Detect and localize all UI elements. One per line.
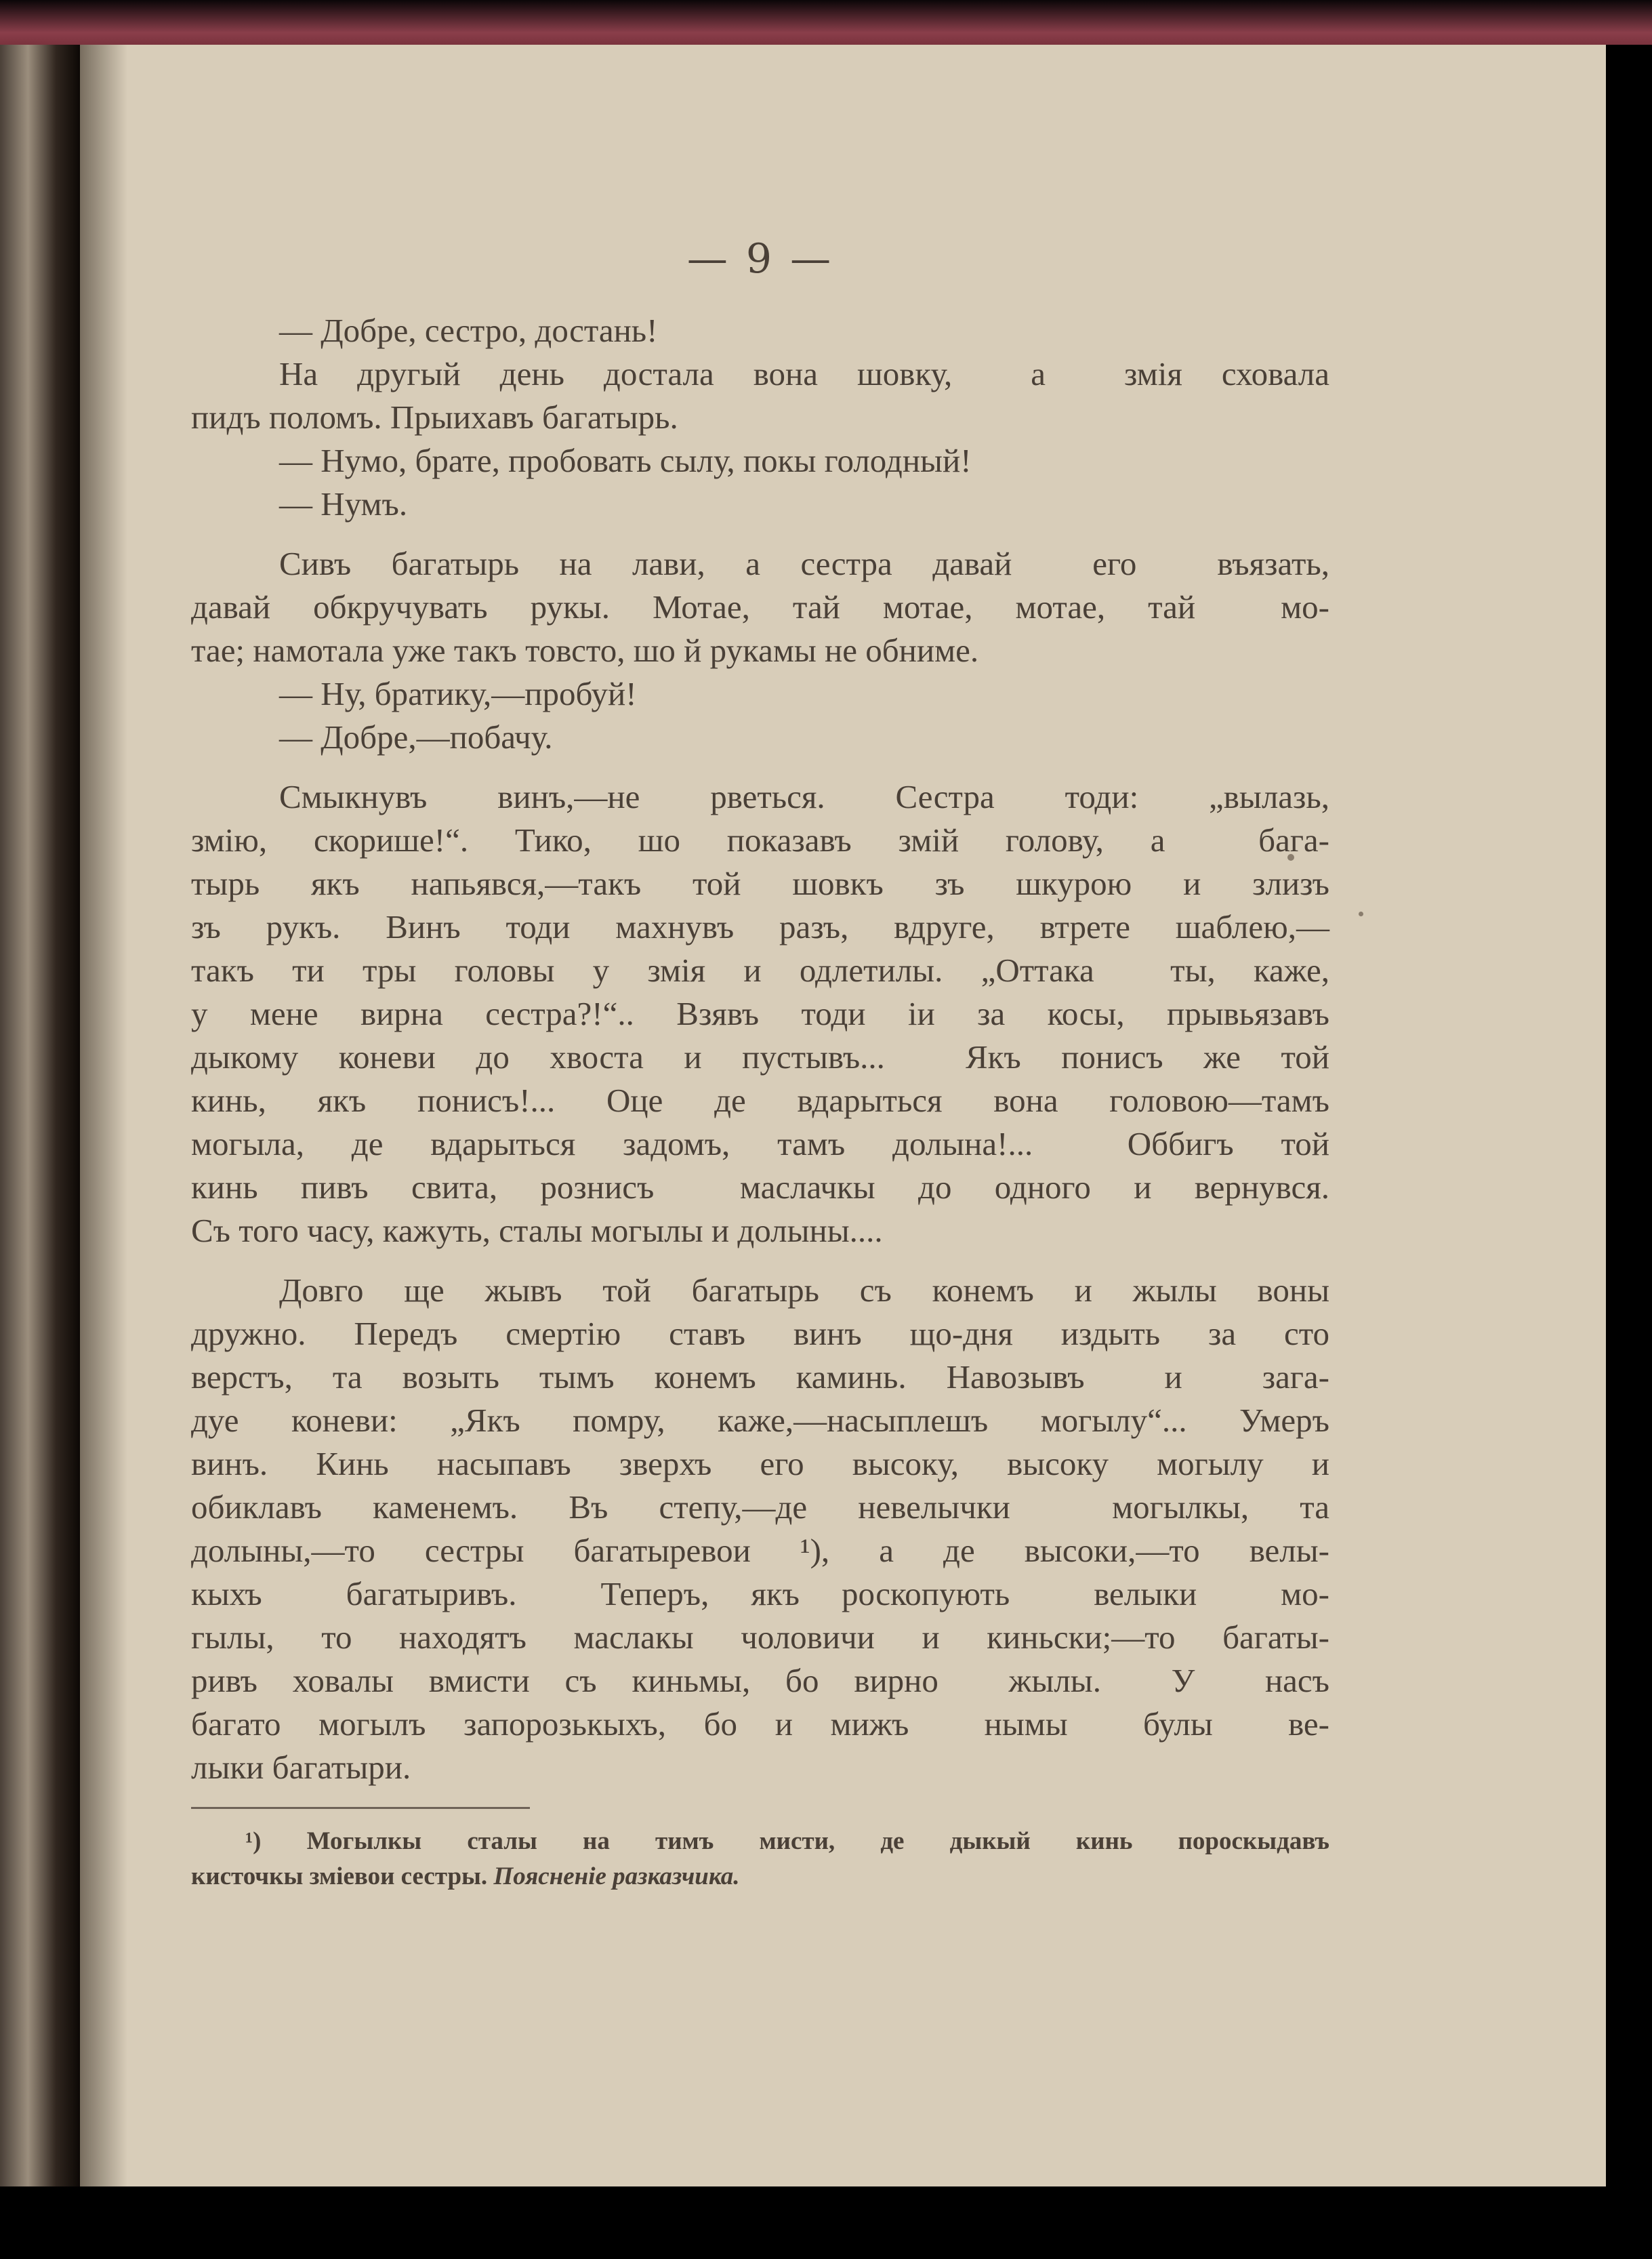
gutter-shadow	[80, 45, 127, 2186]
footnote-line: кисточкы зміевои сестры.	[191, 1863, 488, 1890]
page-text	[191, 237, 1329, 1894]
text-line: обиклавъ каменемъ. Въ степу,—де невелычки могылкы, та	[191, 1488, 1329, 1526]
page-number: — 9 —	[686, 235, 834, 283]
text-line: змію, скорише!“. Тико, шо показавъ змій голову, а бага-	[191, 821, 1329, 859]
page-bottom-margin	[0, 2186, 1652, 2259]
text-line: дуе коневи: „Якъ помру, каже,—насыплешъ могылу“... Умеръ	[191, 1402, 1329, 1439]
paragraph	[191, 775, 1329, 1253]
paragraph	[191, 483, 1329, 526]
text-line: На другый день достала вона шовку, а змія сховала	[279, 355, 1329, 392]
text-line: у мене вирна сестра?!“.. Взявъ тоди іи за косы, прывьязавъ	[191, 995, 1329, 1032]
text-line: давай обкручувать рукы. Мотае, тай мотае, мотае, тай мо-	[191, 588, 1329, 626]
text-line: Съ того часу, кажуть, сталы могылы и долыны....	[191, 1212, 883, 1249]
paragraph	[191, 672, 1329, 716]
text-line: кинь, якъ понисъ!... Оце де вдарыться вона головою—тамъ	[191, 1082, 1329, 1119]
paragraph	[191, 352, 1329, 439]
footnote	[191, 1824, 1329, 1894]
text-line: кинь пивъ свита, рознисъ маслачкы до одного и вернувся.	[191, 1168, 1329, 1206]
text-line: дыкому коневи до хвоста и пустывъ... Якъ понисъ же той	[191, 1038, 1329, 1076]
text-line: зъ рукъ. Винъ тоди махнувъ разъ, вдруге, втрете шаблею,—	[191, 908, 1329, 945]
paragraph	[191, 309, 1329, 352]
text-line: тае; намотала уже такъ товсто, шо й рукамы не обниме.	[191, 632, 979, 669]
text-line: дружно. Передъ смертію ставъ винъ що-дня издыть за сто	[191, 1315, 1329, 1352]
page-right-margin	[1606, 45, 1652, 2259]
paper-speck	[1359, 912, 1363, 916]
text-line: долыны,—то сестры багатыревои ¹), а де высоки,—то велы-	[191, 1532, 1329, 1569]
text-line: Довго ще жывъ той багатырь съ конемъ и жылы воны	[279, 1271, 1329, 1309]
text-line: лыки багатыри.	[191, 1749, 411, 1786]
text-line: Сивъ багатырь на лави, а сестра давай его въязать,	[279, 545, 1329, 582]
footnote-attribution: Поясненіе разказчика.	[487, 1863, 740, 1890]
footnote-rule	[191, 1807, 530, 1809]
text-line: — Добре, сестро, достань!	[279, 312, 658, 349]
text-line: пидъ поломъ. Прыихавъ багатырь.	[191, 399, 678, 436]
text-line: ривъ ховалы вмисти съ киньмы, бо вирно жылы. У насъ	[191, 1662, 1329, 1699]
text-line: верстъ, та возыть тымъ конемъ каминь. Навозывъ и зага-	[191, 1358, 1329, 1396]
paragraph	[191, 716, 1329, 759]
book-spine	[0, 45, 80, 2214]
text-line: гылы, то находятъ маслакы чоловичи и киньски;—то багаты-	[191, 1619, 1329, 1656]
body-text	[191, 309, 1329, 1789]
text-line: — Добре,—побачу.	[279, 718, 553, 756]
paragraph	[191, 1269, 1329, 1789]
text-line: могыла, де вдарыться задомъ, тамъ долына!... Оббигъ той	[191, 1125, 1329, 1162]
text-line: такъ ти тры головы у змія и одлетилы. „Оттака ты, каже,	[191, 952, 1329, 989]
text-line: — Нумъ.	[279, 485, 408, 523]
text-line: Смыкнувъ винъ,—не рветься. Сестра тоди: „вылазь,	[279, 778, 1329, 815]
text-line: тырь якъ напьявся,—такъ той шовкъ зъ шкурою и злизъ	[191, 865, 1329, 902]
text-line: — Нумо, брате, пробовать сылу, покы голодный!	[279, 442, 972, 479]
paragraph	[191, 542, 1329, 672]
text-line: кыхъ багатыривъ. Теперъ, якъ роскопують велыки мо-	[191, 1575, 1329, 1612]
footnote-line: ¹) Могылкы сталы на тимъ мисти, де дыкый кинь пороскыдавъ	[245, 1827, 1329, 1855]
text-line: — Ну, братику,—пробуй!	[279, 675, 637, 712]
paragraph	[191, 439, 1329, 483]
text-line: багато могылъ запорозькыхъ, бо и мижъ нымы булы ве-	[191, 1705, 1329, 1743]
text-line: винъ. Кинь насыпавъ зверхъ его высоку, высоку могылу и	[191, 1445, 1329, 1482]
